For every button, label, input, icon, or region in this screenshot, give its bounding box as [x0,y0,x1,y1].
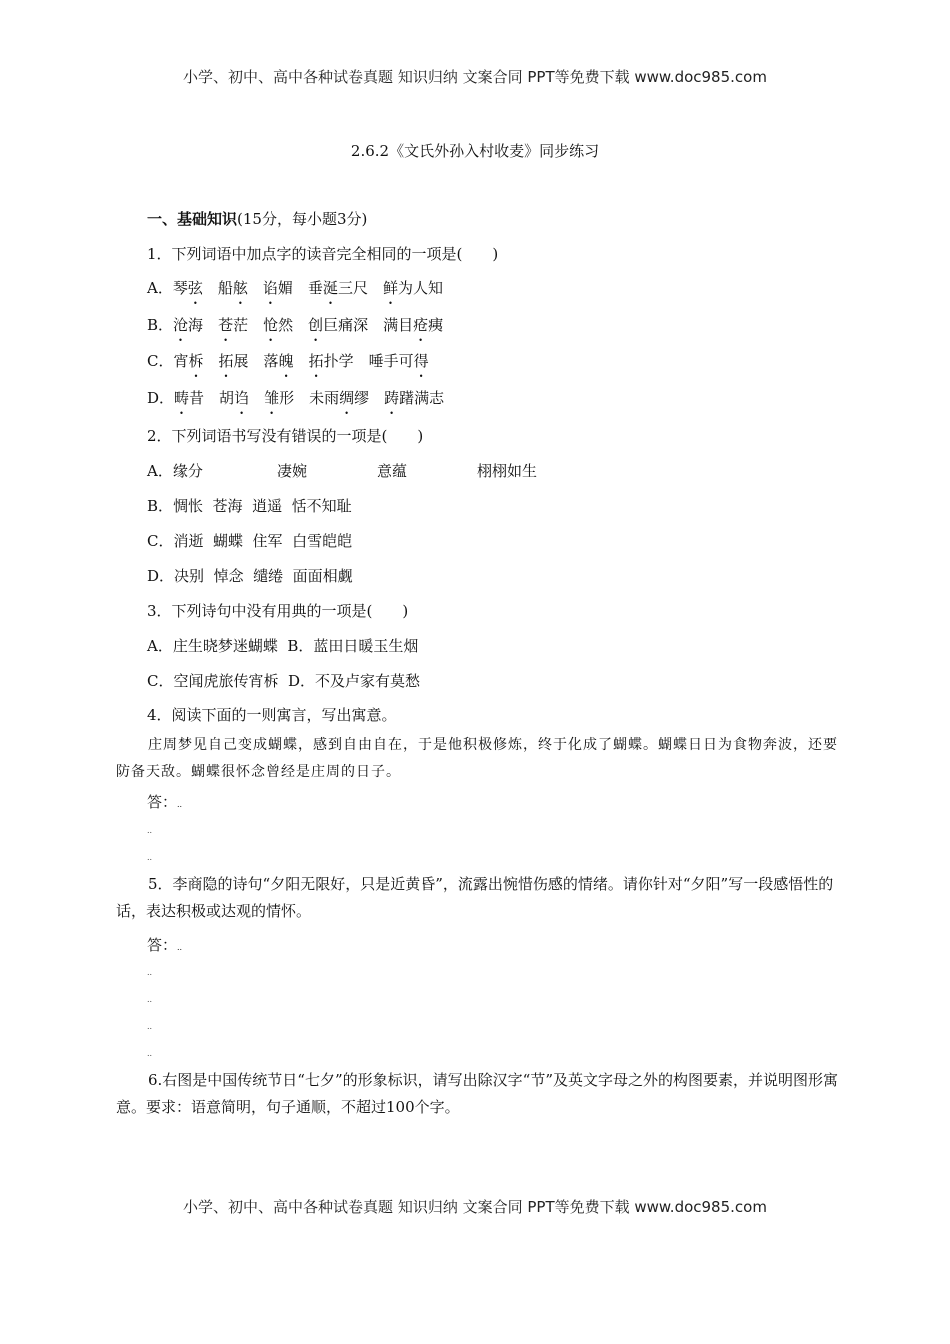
q6-text: 6.右图是中国传统节日“七夕”的形象标识，请写出除汉字“节”及英文字母之外的构图要素，并说明图形寓意。要求：语意简明，句子通顺，不超过100个字。 [116,1071,838,1116]
text: D． [147,389,175,407]
page-footer: 小学、初中、高中各种试卷真题 知识归纳 文案合同 PPT等免费下载 www.doc985.com [183,1198,767,1216]
answer-blank[interactable]: .. [147,995,153,1004]
dotted-char: 诌 [234,389,250,407]
answer-blank[interactable]: .. [147,826,153,835]
answer-blank[interactable]: .. [177,800,183,809]
dotted-char: 涎 [322,279,338,297]
text: 巨痛深 满目 [323,316,414,334]
dotted-char: 畴 [174,389,190,407]
q4-answer-label [147,791,182,812]
text: 扑学 唾手可 [323,352,414,370]
dotted-char: 疮 [413,316,429,334]
dotted-char: 雏 [264,389,280,407]
q1-stem: 1．下列词语中加点字的读音完全相同的一项是( ) [147,245,499,263]
q4-stem: 4．阅读下面的一则寓言，写出寓意。 [147,706,397,724]
dotted-char: 拓 [308,352,324,370]
q1-option-d [147,387,444,408]
text: 凄婉 [277,462,308,480]
text: 三尺 [337,279,383,297]
text: 答： [147,793,178,811]
section-label: 一、基础知识 [147,210,238,228]
text: 为人知 [397,279,443,297]
text: 茫 [233,316,264,334]
answer-blank[interactable]: .. [147,1049,153,1058]
text: 展 落 [233,352,279,370]
text: A．琴 [147,279,188,297]
text: B． [147,316,174,334]
dotted-char: 舷 [232,279,248,297]
text [294,352,309,370]
text: 船 [202,279,233,297]
dotted-char: 谄 [262,279,278,297]
text: 然 [278,316,309,334]
q1-option-c [147,350,429,371]
text [249,389,264,407]
q5-text: 5．李商隐的诗句“夕阳无限好，只是近黄昏”，流露出惋惜伤感的情绪。请你针对“夕阳”写一段感悟性的话，表达积极或达观的情怀。 [116,875,834,920]
text: 海 [188,316,219,334]
q3-options-cd: C．空闻虎旅传宵柝 D．不及卢家有莫愁 [147,672,421,690]
q5-answer-label [147,934,182,955]
q2-option-d: D．决别 悼念 缱绻 面面相觑 [147,567,353,585]
dotted-char: 沧 [173,316,189,334]
answer-blank[interactable]: .. [147,968,153,977]
document-title: 2.6.2《文氏外孙入村收麦》同步练习 [350,142,600,160]
page-header: 小学、初中、高中各种试卷真题 知识归纳 文案合同 PPT等免费下载 www.doc985.com [183,68,767,86]
q3-stem: 3．下列诗句中没有用典的一项是( ) [147,602,409,620]
q1-option-b [147,314,443,335]
text: 躇满志 [399,389,445,407]
dotted-char: 得 [413,352,429,370]
q2-option-b: B．惆怅 苍海 逍遥 恬不知耻 [147,497,352,515]
q1-option-a [147,277,443,298]
text: 昔 胡 [189,389,235,407]
q2-stem: 2．下列词语书写没有错误的一项是( ) [147,427,424,445]
text [248,279,263,297]
dotted-char: 鲜 [382,279,398,297]
answer-blank[interactable]: .. [147,853,153,862]
q4-passage: 庄周梦见自己变成蝴蝶，感到自由自在，于是他积极修炼，终于化成了蝴蝶。蝴蝶日日为食物奔波，还要防备天敌。蝴蝶很怀念曾经是庄周的日子。 [116,737,838,780]
text: 痍 [428,316,444,334]
dotted-char: 踌 [384,389,400,407]
q2-option-a [147,460,707,481]
dotted-char: 绸 [339,389,355,407]
section-heading [147,208,367,229]
text: 形 未雨 [279,389,340,407]
dotted-char: 柝 [188,352,204,370]
section-score: (15分，每小题3分) [237,210,368,228]
text: 答： [147,936,178,954]
text: 意蕴 [377,462,408,480]
dotted-char: 苍 [218,316,234,334]
text [204,352,219,370]
dotted-char: 弦 [187,279,203,297]
dotted-char: 拓 [218,352,234,370]
text: A．缘分 [147,462,203,480]
text: 栩栩如生 [477,462,538,480]
dotted-char: 魄 [278,352,294,370]
text: 媚 垂 [277,279,323,297]
answer-blank[interactable]: .. [177,943,183,952]
text: C．宵 [147,352,189,370]
text: 缪 [354,389,385,407]
dotted-char: 怆 [263,316,279,334]
answer-blank[interactable]: .. [147,1022,153,1031]
q2-option-c: C．消逝 蝴蝶 住军 白雪皑皑 [147,532,353,550]
dotted-char: 创 [308,316,324,334]
q3-options-ab: A．庄生晓梦迷蝴蝶 B．蓝田日暖玉生烟 [147,637,419,655]
